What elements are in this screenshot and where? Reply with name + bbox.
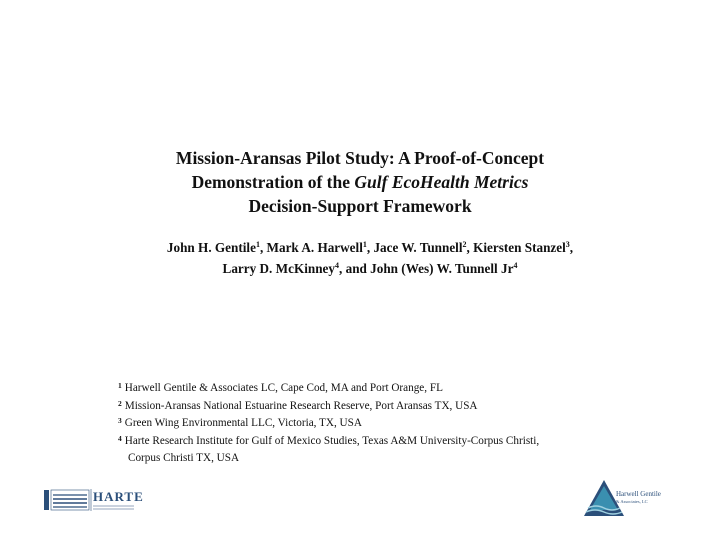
title-line-1: Mission-Aransas Pilot Study: A Proof-of-Concept <box>175 148 545 168</box>
affiliation-item <box>118 415 638 433</box>
harwell-gentile-logo-text <box>616 490 661 506</box>
affiliation-text: Harte Research Institute for Gulf of Mexico Studies, Texas A&M University-Corpus Christi, <box>124 434 540 447</box>
affiliation-continuation: Corpus Christi TX, USA <box>128 452 240 464</box>
harte-logo-text: HARTE <box>93 489 144 504</box>
author-superscript: 4 <box>513 261 518 270</box>
affiliation-item <box>118 398 638 416</box>
affiliation-number: 1 <box>118 381 122 390</box>
author-name: , Jace W. Tunnell <box>366 240 463 255</box>
author-list <box>0 237 720 279</box>
author-superscript: 1 <box>255 240 260 249</box>
title-line-2 <box>0 170 720 194</box>
affiliation-item <box>118 433 638 451</box>
author-name: , Kiersten Stanzel <box>466 240 566 255</box>
affiliation-text: Harwell Gentile & Associates LC, Cape Cod, MA and Port Orange, FL <box>124 382 443 394</box>
affiliation-text: Green Wing Environmental LLC, Victoria, TX, USA <box>124 417 362 429</box>
affiliation-number: 3 <box>118 416 122 425</box>
author-name: Larry D. McKinney <box>222 261 335 276</box>
author-line-1 <box>0 237 720 258</box>
author-superscript: 4 <box>335 261 339 270</box>
affiliation-list <box>118 380 638 468</box>
slide-title <box>0 146 720 218</box>
title-italic-framework-name: Gulf EcoHealth Metrics <box>354 172 529 192</box>
affiliation-item <box>118 380 638 398</box>
title-line-3: Decision-Support Framework <box>248 196 472 216</box>
author-superscript: 1 <box>362 240 367 249</box>
affiliation-text: Mission-Aransas National Estuarine Research Reserve, Port Aransas TX, USA <box>124 399 478 412</box>
author-line-2 <box>0 258 720 279</box>
author-name: John H. Gentile <box>166 240 256 255</box>
author-superscript: 2 <box>462 240 467 249</box>
author-separator: , <box>569 240 574 255</box>
author-name: , and John (Wes) W. Tunnell Jr <box>339 261 514 276</box>
author-name: , Mark A. Harwell <box>259 240 363 255</box>
author-superscript: 3 <box>565 240 570 249</box>
affiliation-number: 2 <box>118 398 122 408</box>
title-line-2-prefix: Demonstration of the <box>191 172 355 192</box>
harwell-gentile-name: Harwell Gentile <box>616 490 661 498</box>
affiliation-number: 4 <box>118 433 122 443</box>
harwell-gentile-subtitle: & Associates, LC <box>616 499 648 504</box>
